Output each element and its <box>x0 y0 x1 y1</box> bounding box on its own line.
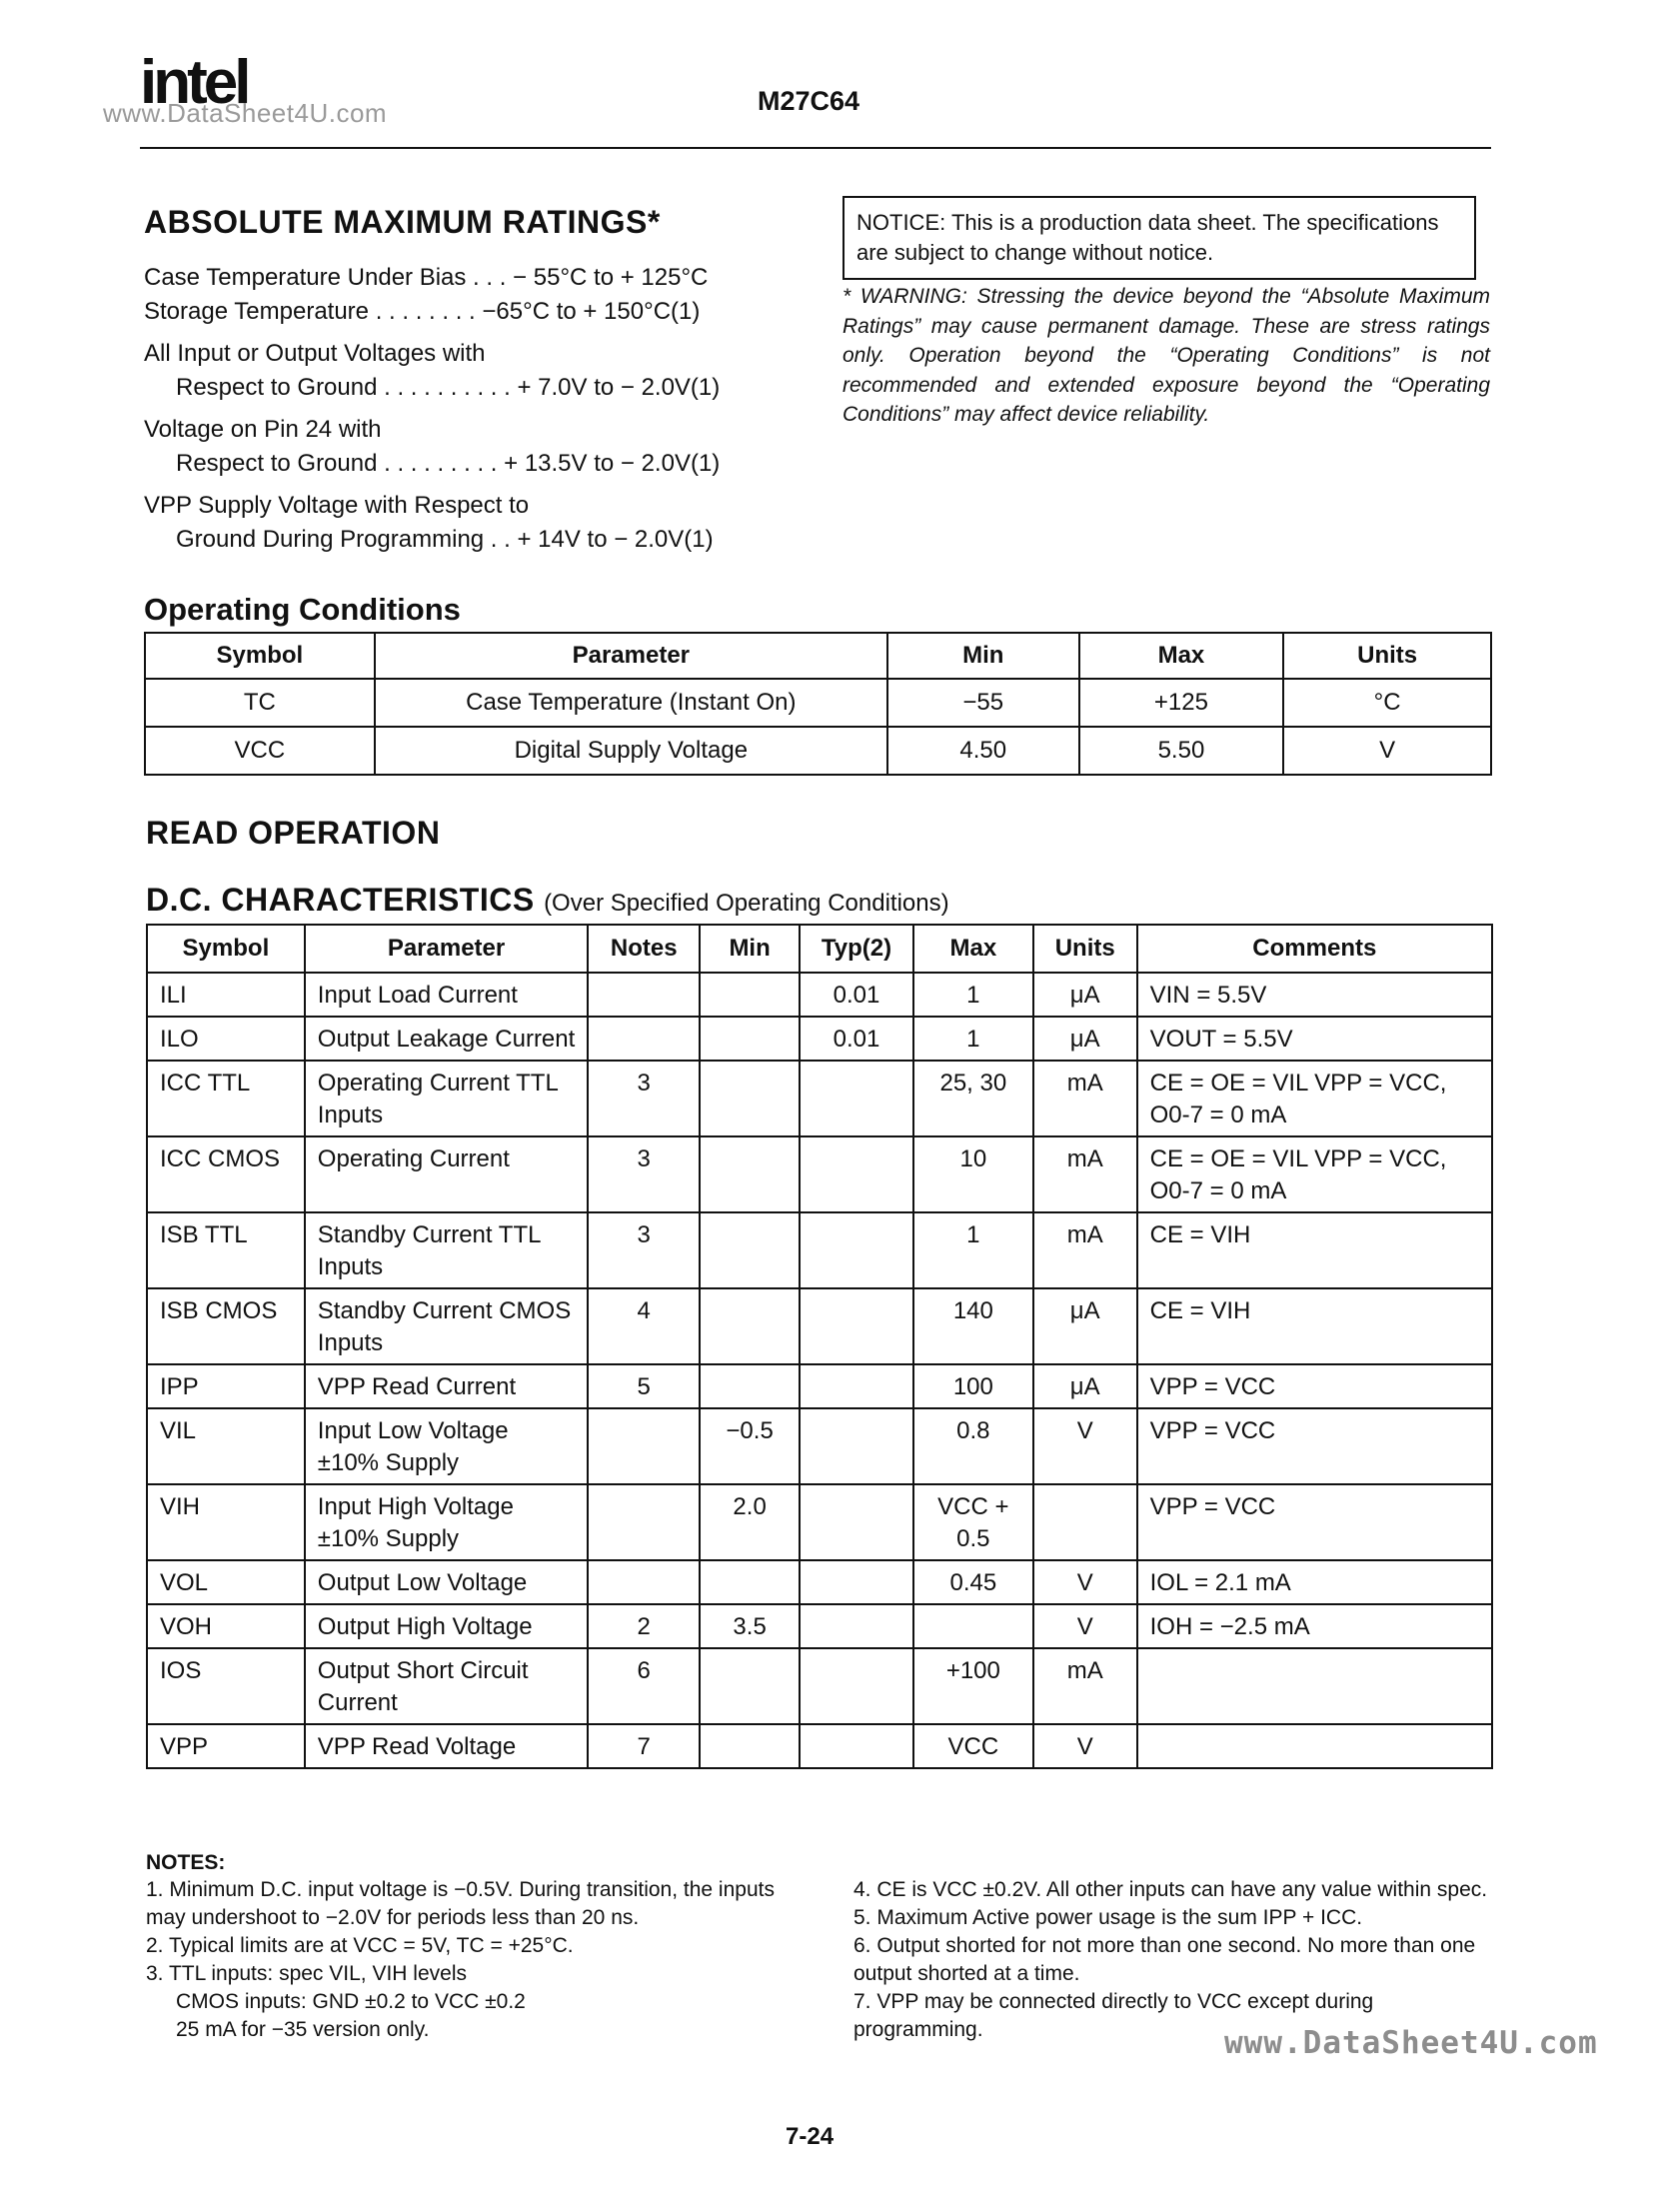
table-cell: VIH <box>147 1484 305 1560</box>
table-header-row <box>147 925 1492 973</box>
table-cell: V <box>1033 1604 1137 1648</box>
table-cell: mA <box>1033 1061 1137 1136</box>
table-cell <box>700 1724 800 1768</box>
notice-box: NOTICE: This is a production data sheet. The specifications are subject to change without notice. <box>842 196 1476 280</box>
column-header: Parameter <box>375 633 887 679</box>
table-row <box>147 1484 1492 1560</box>
column-header: Parameter <box>305 925 589 973</box>
table-cell <box>800 1408 913 1484</box>
amr-line: Case Temperature Under Bias . . . − 55°C to + 125°C <box>144 264 709 291</box>
table-row <box>147 1212 1492 1288</box>
table-row <box>147 1017 1492 1061</box>
table-cell: CE = VIH <box>1137 1212 1492 1288</box>
table-cell: Operating Current TTL Inputs <box>305 1061 589 1136</box>
table-cell <box>800 1364 913 1408</box>
table-cell: VIN = 5.5V <box>1137 973 1492 1017</box>
notes-title: NOTES: <box>146 1851 226 1874</box>
table-cell: μA <box>1033 1288 1137 1364</box>
table-row <box>147 1648 1492 1724</box>
table-cell: °C <box>1283 679 1491 727</box>
table-cell: VOH <box>147 1604 305 1648</box>
notes-left <box>146 1876 796 2044</box>
table-cell: mA <box>1033 1212 1137 1288</box>
table-cell <box>700 1288 800 1364</box>
table-cell <box>700 1560 800 1604</box>
table-cell: Input Low Voltage ±10% Supply <box>305 1408 589 1484</box>
table-cell: Operating Current <box>305 1136 589 1212</box>
table-cell: Digital Supply Voltage <box>375 727 887 775</box>
watermark-bottom: www.DataSheet4U.com <box>1224 2025 1598 2061</box>
table-cell <box>700 1061 800 1136</box>
table-cell: Output High Voltage <box>305 1604 589 1648</box>
table-cell: 0.01 <box>800 973 913 1017</box>
amr-line: Respect to Ground . . . . . . . . . . + 7.0V to − 2.0V(1) <box>176 374 721 401</box>
table-cell <box>1137 1724 1492 1768</box>
table-cell: 5.50 <box>1079 727 1284 775</box>
table-cell <box>913 1604 1033 1648</box>
table-cell <box>588 1408 700 1484</box>
table-cell: ICC CMOS <box>147 1136 305 1212</box>
table-cell <box>800 1724 913 1768</box>
amr-line: Storage Temperature . . . . . . . . −65°C to + 150°C(1) <box>144 298 701 325</box>
table-cell: 0.45 <box>913 1560 1033 1604</box>
table-cell: VPP Read Current <box>305 1364 589 1408</box>
table-row <box>147 1364 1492 1408</box>
table-cell <box>700 1136 800 1212</box>
table-cell <box>588 1484 700 1560</box>
table-cell <box>800 1288 913 1364</box>
table-row <box>147 1408 1492 1484</box>
table-cell: VCC <box>913 1724 1033 1768</box>
table-row <box>147 1724 1492 1768</box>
watermark-top: www.DataSheet4U.com <box>103 98 388 128</box>
table-cell: CE = OE = VIL VPP = VCC, O0-7 = 0 mA <box>1137 1136 1492 1212</box>
table-cell: 1 <box>913 973 1033 1017</box>
read-operation-title: READ OPERATION <box>146 815 441 851</box>
table-cell: V <box>1283 727 1491 775</box>
table-cell: V <box>1033 1724 1137 1768</box>
table-cell <box>588 1560 700 1604</box>
table-cell <box>800 1604 913 1648</box>
dc-characteristics-table <box>146 924 1493 1769</box>
table-cell <box>588 1017 700 1061</box>
column-header: Min <box>887 633 1079 679</box>
table-cell <box>700 1212 800 1288</box>
table-cell: 5 <box>588 1364 700 1408</box>
table-cell: mA <box>1033 1136 1137 1212</box>
table-cell: 3 <box>588 1212 700 1288</box>
table-cell: 140 <box>913 1288 1033 1364</box>
table-cell: V <box>1033 1560 1137 1604</box>
column-header: Symbol <box>147 925 305 973</box>
table-cell: 2 <box>588 1604 700 1648</box>
table-cell <box>800 1136 913 1212</box>
table-cell <box>800 1560 913 1604</box>
note-item: 5. Maximum Active power usage is the sum IPP + ICC. <box>853 1906 1363 1929</box>
table-cell: Output Low Voltage <box>305 1560 589 1604</box>
column-header: Min <box>700 925 800 973</box>
table-cell: 0.01 <box>800 1017 913 1061</box>
table-row <box>147 1061 1492 1136</box>
table-cell: VPP <box>147 1724 305 1768</box>
column-header: Units <box>1283 633 1491 679</box>
table-cell <box>588 973 700 1017</box>
table-cell: ICC TTL <box>147 1061 305 1136</box>
notes-right <box>853 1876 1493 2044</box>
table-cell <box>1033 1484 1137 1560</box>
amr-list <box>144 262 824 558</box>
table-cell: ISB CMOS <box>147 1288 305 1364</box>
table-cell <box>700 1017 800 1061</box>
table-cell: VPP = VCC <box>1137 1408 1492 1484</box>
operating-conditions-table <box>144 632 1492 776</box>
table-cell: 4.50 <box>887 727 1079 775</box>
table-cell: 3 <box>588 1061 700 1136</box>
note-item: 4. CE is VCC ±0.2V. All other inputs can have any value within spec. <box>853 1878 1488 1901</box>
table-cell: Case Temperature (Instant On) <box>375 679 887 727</box>
table-cell <box>700 1648 800 1724</box>
table-cell: V <box>1033 1408 1137 1484</box>
table-cell: Output Short Circuit Current <box>305 1648 589 1724</box>
table-cell: 10 <box>913 1136 1033 1212</box>
table-cell: Input High Voltage ±10% Supply <box>305 1484 589 1560</box>
column-header: Max <box>1079 633 1284 679</box>
amr-line: Voltage on Pin 24 with <box>144 416 382 443</box>
table-cell: −0.5 <box>700 1408 800 1484</box>
table-cell <box>700 1364 800 1408</box>
page-number: 7-24 <box>786 2123 835 2150</box>
table-cell: 7 <box>588 1724 700 1768</box>
column-header: Max <box>913 925 1033 973</box>
note-item: 1. Minimum D.C. input voltage is −0.5V. During transition, the inputs may undershoot to −2.0V for periods less than 20 ns. <box>146 1878 775 1929</box>
table-cell: μA <box>1033 973 1137 1017</box>
column-header: Typ(2) <box>800 925 913 973</box>
table-cell: ISB TTL <box>147 1212 305 1288</box>
table-cell: VOUT = 5.5V <box>1137 1017 1492 1061</box>
table-cell: 2.0 <box>700 1484 800 1560</box>
note-item: CMOS inputs: GND ±0.2 to VCC ±0.2 <box>176 1990 526 2013</box>
table-cell: VPP Read Voltage <box>305 1724 589 1768</box>
table-row <box>145 727 1491 775</box>
table-cell: CE = OE = VIL VPP = VCC, O0-7 = 0 mA <box>1137 1061 1492 1136</box>
dc-characteristics-title <box>146 882 949 919</box>
table-cell: CE = VIH <box>1137 1288 1492 1364</box>
table-cell: Input Load Current <box>305 973 589 1017</box>
table-cell: IOS <box>147 1648 305 1724</box>
table-cell: VPP = VCC <box>1137 1484 1492 1560</box>
amr-line: Respect to Ground . . . . . . . . . + 13.5V to − 2.0V(1) <box>176 450 721 477</box>
table-cell: +125 <box>1079 679 1284 727</box>
table-cell: ILO <box>147 1017 305 1061</box>
table-cell: VOL <box>147 1560 305 1604</box>
note-item: 3. TTL inputs: spec VIL, VIH levels <box>146 1962 467 1985</box>
table-cell <box>800 1484 913 1560</box>
table-cell: 1 <box>913 1212 1033 1288</box>
note-item: 25 mA for −35 version only. <box>176 2018 430 2041</box>
table-cell: Output Leakage Current <box>305 1017 589 1061</box>
table-header-row <box>145 633 1491 679</box>
header-rule <box>140 147 1491 149</box>
table-cell: Standby Current TTL Inputs <box>305 1212 589 1288</box>
part-number: M27C64 <box>758 86 860 116</box>
table-cell: ILI <box>147 973 305 1017</box>
note-item: 7. VPP may be connected directly to VCC except during programming. <box>853 1990 1374 2041</box>
note-item: 6. Output shorted for not more than one second. No more than one output shorted at a time. <box>853 1934 1476 1985</box>
table-cell: IOL = 2.1 mA <box>1137 1560 1492 1604</box>
amr-line: Ground During Programming . . + 14V to − 2.0V(1) <box>176 526 714 553</box>
intel-logo: intel <box>140 48 248 117</box>
table-row <box>147 1604 1492 1648</box>
table-cell: VCC + 0.5 <box>913 1484 1033 1560</box>
table-cell: −55 <box>887 679 1079 727</box>
warning-text: * WARNING: Stressing the device beyond the “Absolute Maximum Ratings” may cause permanent damage. These are stress ratings only. Operation beyond the “Operating Conditions” is not recommended and extended exposure beyond the “Operating Conditions” may affect device reliability. <box>842 285 1490 426</box>
operating-conditions-title: Operating Conditions <box>144 592 461 627</box>
table-row <box>147 973 1492 1017</box>
amr-line: VPP Supply Voltage with Respect to <box>144 492 530 519</box>
table-cell: 3.5 <box>700 1604 800 1648</box>
table-cell <box>700 973 800 1017</box>
table-cell: 4 <box>588 1288 700 1364</box>
table-cell <box>800 1061 913 1136</box>
column-header: Symbol <box>145 633 375 679</box>
table-row <box>147 1136 1492 1212</box>
table-cell: VPP = VCC <box>1137 1364 1492 1408</box>
note-item: 2. Typical limits are at VCC = 5V, TC = +25°C. <box>146 1934 574 1957</box>
table-cell: 3 <box>588 1136 700 1212</box>
table-cell <box>800 1212 913 1288</box>
table-cell: μA <box>1033 1364 1137 1408</box>
dc-subtitle: (Over Specified Operating Conditions) <box>544 890 949 917</box>
amr-title: ABSOLUTE MAXIMUM RATINGS* <box>144 204 661 240</box>
table-cell: IOH = −2.5 mA <box>1137 1604 1492 1648</box>
column-header: Notes <box>588 925 700 973</box>
table-cell: mA <box>1033 1648 1137 1724</box>
table-cell: VIL <box>147 1408 305 1484</box>
table-cell: +100 <box>913 1648 1033 1724</box>
table-cell: IPP <box>147 1364 305 1408</box>
table-cell: μA <box>1033 1017 1137 1061</box>
table-cell: 25, 30 <box>913 1061 1033 1136</box>
table-row <box>145 679 1491 727</box>
dc-title-text: D.C. CHARACTERISTICS <box>146 882 535 918</box>
table-row <box>147 1560 1492 1604</box>
table-cell: VCC <box>145 727 375 775</box>
table-cell <box>1137 1648 1492 1724</box>
table-cell: 0.8 <box>913 1408 1033 1484</box>
table-cell: TC <box>145 679 375 727</box>
column-header: Units <box>1033 925 1137 973</box>
table-cell <box>800 1648 913 1724</box>
table-cell: 6 <box>588 1648 700 1724</box>
amr-line: All Input or Output Voltages with <box>144 340 486 367</box>
column-header: Comments <box>1137 925 1492 973</box>
table-row <box>147 1288 1492 1364</box>
table-cell: Standby Current CMOS Inputs <box>305 1288 589 1364</box>
table-cell: 100 <box>913 1364 1033 1408</box>
table-cell: 1 <box>913 1017 1033 1061</box>
